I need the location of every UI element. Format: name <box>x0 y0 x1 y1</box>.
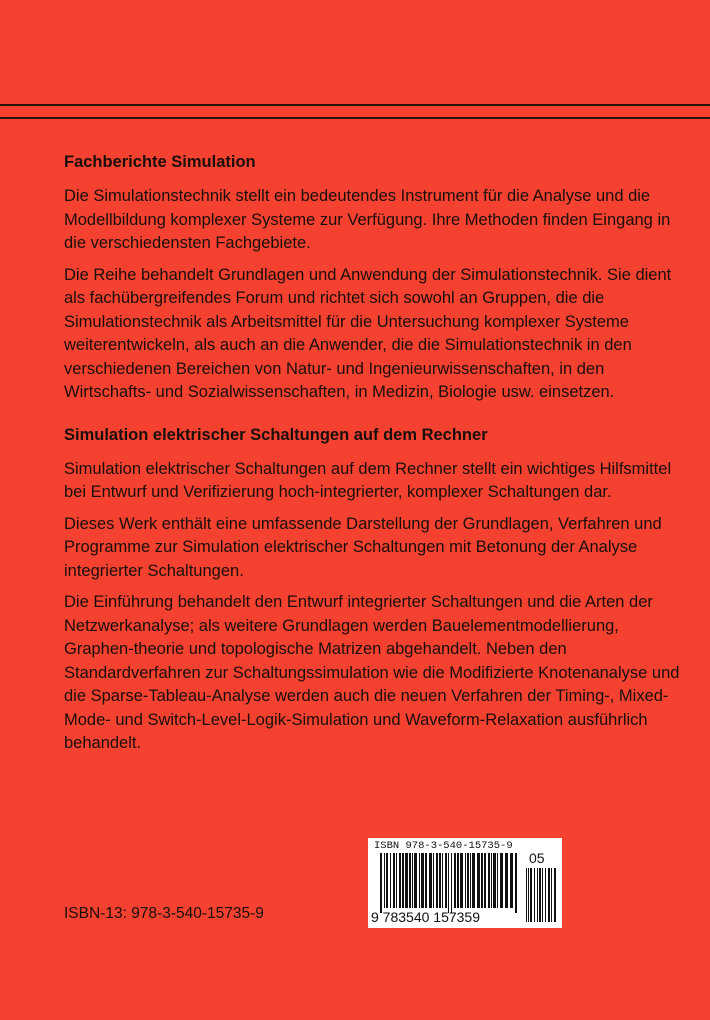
barcode-bar <box>493 853 496 908</box>
series-paragraph-1: Die Simulationstechnik stellt ein bedeutendes Instrument für die Analyse und die Modellbildung komplexer Systeme zur Verfügung. Ihre Methoden finden Eingang in die verschiedensten Fachgebiete. <box>64 187 671 252</box>
barcode-bar <box>472 853 475 908</box>
barcode-ean-digits: 9 783540 157359 <box>371 909 480 925</box>
barcode-bar <box>445 853 447 908</box>
barcode-bar <box>425 853 427 908</box>
barcode-bar <box>384 853 385 908</box>
book-paragraph-1: Simulation elektrischer Schaltungen auf dem Rechner stellt ein wichtiges Hilfsmittel bei Entwurf und Verifizierung hoch-integrierter, komplexer Schaltungen dar. <box>64 459 672 501</box>
barcode-bar <box>454 853 456 908</box>
barcode-bar <box>448 853 449 913</box>
barcode-bar <box>396 853 397 908</box>
barcode-bar <box>497 853 498 908</box>
barcode-bar <box>467 853 469 908</box>
barcode-addon-bar <box>554 868 556 922</box>
barcode-bar <box>399 853 401 908</box>
barcode-bar <box>510 853 513 908</box>
barcode-bar <box>421 853 424 908</box>
barcode-bar <box>481 853 483 908</box>
barcode-bar <box>433 853 434 908</box>
barcode-addon-bar <box>548 868 550 922</box>
barcode-bar <box>460 853 463 908</box>
barcode-bar <box>491 853 492 908</box>
barcode-bar <box>439 853 441 908</box>
barcode-bar <box>470 853 471 908</box>
barcode-addon-bar <box>534 868 535 922</box>
barcode-bar <box>412 853 413 908</box>
barcode-bar <box>515 853 517 913</box>
barcode-addon-bar <box>539 868 541 922</box>
barcode-bar <box>405 853 408 908</box>
series-paragraph-2: Die Reihe behandelt Grundlagen und Anwendung der Simulationstechnik. Sie dient als fachübergreifendes Forum und richtet sich sowohl an Gruppen, die die Simulationstechnik als Arbeitsmittel für die Untersuchung komplexer Systeme weiterentwickeln, als auch an die Anwender, die die Simulationstechnik in den verschiedenen Bereichen von Natur- und Ingenieurwissenschaften, in den Wirtschafts- und Sozialwissenschaften, in Medizin, Biologie usw. einsetzen. <box>64 265 672 401</box>
barcode-bar <box>380 853 382 913</box>
barcode-bar <box>451 853 452 913</box>
barcode <box>368 838 562 928</box>
barcode-bar <box>505 853 508 908</box>
barcode-addon-bar <box>537 868 538 922</box>
barcode-bar <box>436 853 438 908</box>
barcode-bar <box>442 853 443 908</box>
barcode-bar <box>457 853 459 908</box>
barcode-bar <box>500 853 503 908</box>
top-rule <box>0 104 710 106</box>
barcode-bar <box>419 853 420 908</box>
book-paragraph-3: Die Einführung behandelt den Entwurf integrierter Schaltungen und die Arten der Netzwerkanalyse; als weitere Grundlagen werden Bauelementmodellierung, Graphen-theorie und topologische Matrizen abgehandelt. Neben den Standardverfahren zur Schaltungssimulation wie die Modifizierte Knotenanalyse und die Sparse-Tableau-Analyse werden auch die neuen Verfahren der Timing-, Mixed-Mode- und Switch-Level-Logik-Simulation und Waveform-Relaxation ausführlich behandelt. <box>64 593 680 752</box>
barcode-addon-bar <box>542 868 543 922</box>
bottom-rule <box>0 117 710 119</box>
barcode-bar <box>414 853 417 908</box>
barcode-isbn-text: ISBN 978-3-540-15735-9 <box>374 840 513 852</box>
book-paragraph-2: Dieses Werk enthält eine umfassende Darstellung der Grundlagen, Verfahren und Programme zur Simulation elektrischer Schaltungen mit Betonung der Analyse integrierter Schaltungen. <box>64 514 662 580</box>
barcode-bar <box>402 853 404 908</box>
barcode-bar <box>390 853 391 908</box>
isbn-label: ISBN-13: 978-3-540-15735-9 <box>64 905 264 922</box>
barcode-addon-bar <box>528 868 529 922</box>
barcode-addon-bar <box>530 868 532 922</box>
barcode-addon-bar <box>551 868 552 922</box>
barcode-addon-bar <box>545 868 546 922</box>
barcode-addon-bar <box>526 868 527 922</box>
barcode-bar <box>465 853 466 908</box>
barcode-bar <box>393 853 395 908</box>
book-title: Simulation elektrischer Schaltungen auf dem Rechner <box>64 425 488 444</box>
back-cover-text <box>64 151 684 756</box>
barcode-bar <box>477 853 480 908</box>
series-title: Fachberichte Simulation <box>64 153 256 171</box>
barcode-bar <box>386 853 388 908</box>
barcode-bar <box>484 853 486 908</box>
barcode-bar <box>409 853 411 908</box>
barcode-bar <box>429 853 432 908</box>
barcode-bar <box>488 853 490 908</box>
barcode-addon-digits: 05 <box>529 850 545 866</box>
